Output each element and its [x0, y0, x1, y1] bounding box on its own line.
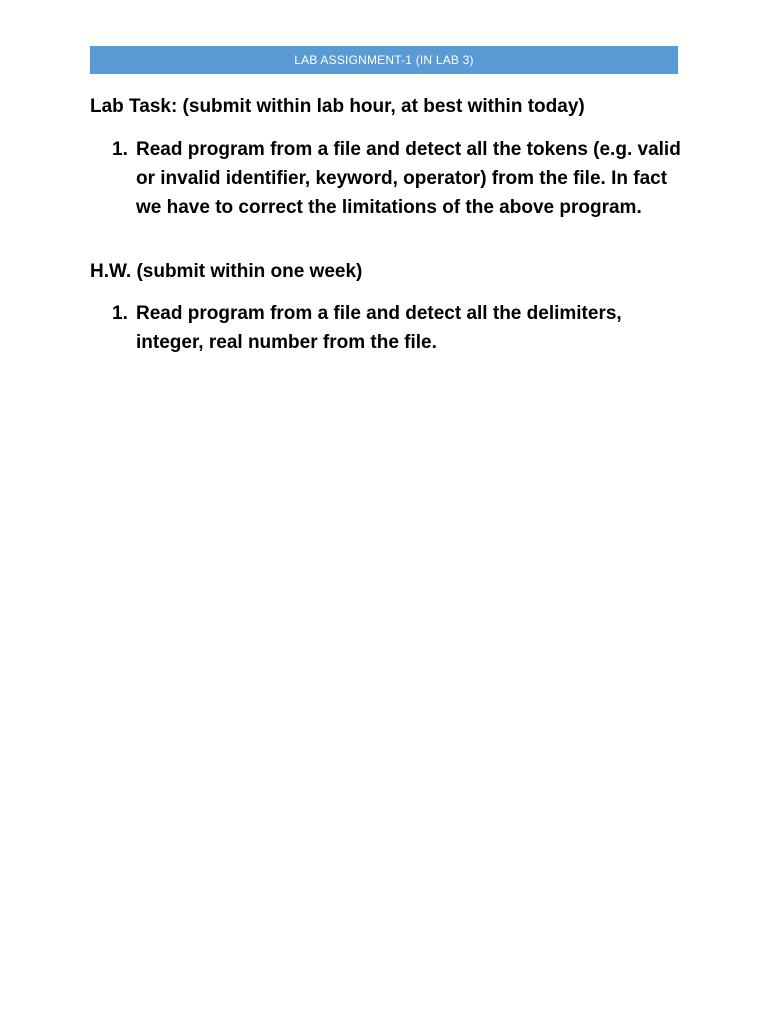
list-item-number: 1. — [112, 303, 128, 324]
lab-task-section — [90, 95, 690, 222]
list-item-text: Read program from a file and detect all the delimiters, integer, real number from the file. — [136, 303, 622, 353]
list-item — [90, 299, 690, 357]
homework-section — [90, 260, 690, 357]
list-item-text: Read program from a file and detect all the tokens (e.g. valid or invalid identifier, keyword, operator) from the file. In fact we have to correct the limitations of the above program. — [136, 139, 681, 218]
lab-task-list — [90, 135, 690, 222]
list-item — [90, 135, 690, 222]
lab-task-heading: Lab Task: (submit within lab hour, at best within today) — [90, 96, 585, 117]
assignment-title-bar: LAB ASSIGNMENT-1 (IN LAB 3) — [90, 46, 678, 74]
homework-list — [90, 299, 690, 357]
list-item-number: 1. — [112, 139, 128, 160]
homework-heading: H.W. (submit within one week) — [90, 261, 363, 282]
